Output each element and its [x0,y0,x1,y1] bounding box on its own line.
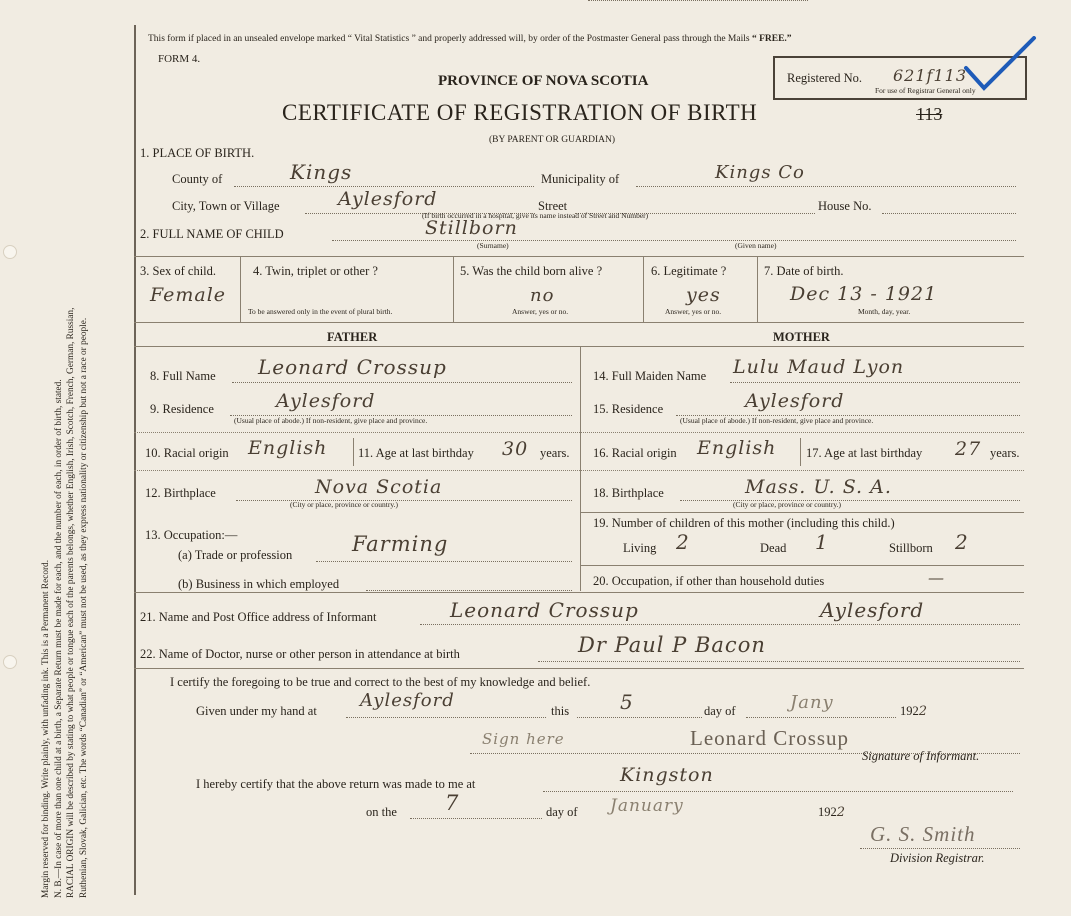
stillborn-label: Stillborn [889,541,933,555]
municipality-value: Kings Co [715,162,805,183]
county-label: County of [172,172,223,186]
street-label: Street [538,199,568,213]
mother-residence-label: 15. Residence [593,402,664,416]
father-residence-label: 9. Residence [150,402,214,416]
certify-text: I certify the foregoing to be true and correct to the best of my knowledge and belief. [170,675,591,689]
punch-hole-icon [3,655,17,669]
child-name-value: Stillborn [425,217,518,239]
mother-name-value: Lulu Maud Lyon [733,356,905,378]
checkmark-icon [960,36,1040,96]
postal-notice: This form if placed in an unsealed envelope marked “ Vital Statistics ” and properly addressed will, by order of the Postmaster General pass through the Mails “ FREE.” [148,34,792,44]
mother-name-label: 14. Full Maiden Name [593,369,707,383]
mother-race-label: 16. Racial origin [593,446,677,460]
street-note: (If birth occurred in a hospital, give its name instead of Street and Number) [422,211,649,220]
mother-age-unit: years. [990,446,1020,460]
mother-heading: MOTHER [773,330,830,344]
county-value: Kings [290,160,353,184]
mother-occupation-value: — [928,568,945,587]
informant-signature: Leonard Crossup [690,726,850,750]
mother-residence-note: (Usual place of abode.) If non-resident, give place and province. [680,416,874,425]
father-birthplace-label: 12. Birthplace [145,486,216,500]
registrar-dayof-label: day of [546,805,578,819]
city-label: City, Town or Village [172,199,280,213]
registrar-signature: G. S. Smith [870,822,976,846]
margin-line: RACIAL ORIGIN will be described by stating to what people or tongue each of the parents belongs, whether English, Irish, Scotch, French, German, Russian, [66,307,76,898]
father-name-value: Leonard Crossup [258,355,447,379]
twin-label: 4. Twin, triplet or other ? [253,264,378,278]
dob-note: Month, day, year. [858,307,911,316]
twin-note: To be answered only in the event of plural birth. [248,307,393,316]
father-heading: FATHER [327,330,378,344]
registrar-place-value: Kingston [620,764,714,786]
mother-residence-value: Aylesford [745,390,845,412]
given-month-value: Jany [790,692,834,713]
informant-name-value: Leonard Crossup [450,598,639,622]
given-year: 1922 [900,704,929,719]
father-birthplace-value: Nova Scotia [315,476,443,498]
father-name-label: 8. Full Name [150,369,216,383]
dob-value: Dec 13 - 1921 [790,283,938,305]
given-name-note: (Given name) [735,241,777,250]
margin-line: Ruthenian, Slovak, Galician, etc. The words “Canadian” or “American” must not be used, as they express nationality or citizenship but not a race or people. [78,317,89,898]
dob-label: 7. Date of birth. [764,264,844,278]
registrar-on-label: on the [366,805,397,819]
father-race-label: 10. Racial origin [145,446,229,460]
given-place-value: Aylesford [360,690,455,711]
father-residence-value: Aylesford [276,390,376,412]
margin-border [134,25,136,895]
doctor-label: 22. Name of Doctor, nurse or other person in attendance at birth [140,647,460,661]
municipality-label: Municipality of [541,172,620,186]
sign-here-note: Sign here [482,730,565,748]
informant-address-value: Aylesford [820,598,925,622]
mother-birthplace-note: (City or place, province or country.) [733,500,842,509]
registrar-day-value: 7 [445,791,460,815]
informant-label: 21. Name and Post Office address of Informant [140,610,377,624]
registrar-year: 1922 [818,805,847,820]
punch-hole-icon [3,245,17,259]
alive-value: no [530,285,555,306]
registered-number: 621f113 [893,66,967,85]
father-race-value: English [248,437,328,459]
father-birthplace-note: (City or place, province or country.) [290,500,399,509]
father-trade-value: Farming [352,532,449,556]
legitimate-label: 6. Legitimate ? [651,264,727,278]
father-age-value: 30 [502,438,529,460]
house-number-label: House No. [818,199,872,213]
province-heading: PROVINCE OF NOVA SCOTIA [438,73,649,89]
margin-instructions [40,18,90,898]
given-under-label: Given under my hand at [196,704,317,718]
registrar-statement: I hereby certify that the above return was made to me at [196,777,476,791]
mother-birthplace-value: Mass. U. S. A. [745,476,892,498]
sex-value: Female [150,284,227,306]
alive-note: Answer, yes or no. [512,307,569,316]
legitimate-note: Answer, yes or no. [665,307,722,316]
father-business-label: (b) Business in which employed [178,577,340,591]
stillborn-value: 2 [955,530,969,554]
father-age-unit: years. [540,446,570,460]
title-number: 113 [916,104,943,124]
father-occupation-label: 13. Occupation:— [145,528,238,542]
mother-age-label: 17. Age at last birthday [806,446,923,460]
certificate-title: CERTIFICATE OF REGISTRATION OF BIRTH [282,100,758,125]
dead-value: 1 [815,530,829,554]
living-value: 2 [676,530,690,554]
alive-label: 5. Was the child born alive ? [460,264,603,278]
form-number: FORM 4. [158,53,201,65]
registered-note: For use of Registrar General only [875,86,976,95]
city-value: Aylesford [338,188,438,210]
place-section-label: 1. PLACE OF BIRTH. [140,146,255,160]
father-trade-label: (a) Trade or profession [178,548,293,562]
registrar-signature-label: Division Registrar. [890,851,985,865]
registrar-month-value: January [610,796,684,816]
child-name-label: 2. FULL NAME OF CHILD [140,227,284,241]
mother-age-value: 27 [955,438,982,460]
given-dayof-label: day of [704,704,736,718]
registered-label: Registered No. [787,71,862,85]
certificate-subtitle: (BY PARENT OR GUARDIAN) [489,135,616,145]
informant-signature-label: Signature of Informant. [862,749,980,763]
surname-note: (Surname) [477,241,509,250]
father-residence-note: (Usual place of abode.) If non-resident, give place and province. [234,416,428,425]
margin-line: N. B.—In case of more than one child at a birth, a Separate Return must be made for each, and the number of each, in order of birth, stated. [53,379,64,898]
dead-label: Dead [760,541,787,555]
given-day-value: 5 [620,690,634,714]
margin-line: Margin reserved for binding. Write plainly, with unfading ink. This is a Permanent Record. [40,559,51,898]
this-label: this [551,704,570,718]
sex-label: 3. Sex of child. [140,264,217,278]
mother-occupation-label: 20. Occupation, if other than household duties [593,574,825,588]
binding-margin [0,0,130,916]
doctor-value: Dr Paul P Bacon [578,633,766,657]
mother-race-value: English [697,437,777,459]
children-count-label: 19. Number of children of this mother (including this child.) [593,516,895,530]
living-label: Living [623,541,657,555]
mother-birthplace-label: 18. Birthplace [593,486,664,500]
father-age-label: 11. Age at last birthday [358,446,474,460]
legitimate-value: yes [686,284,721,306]
